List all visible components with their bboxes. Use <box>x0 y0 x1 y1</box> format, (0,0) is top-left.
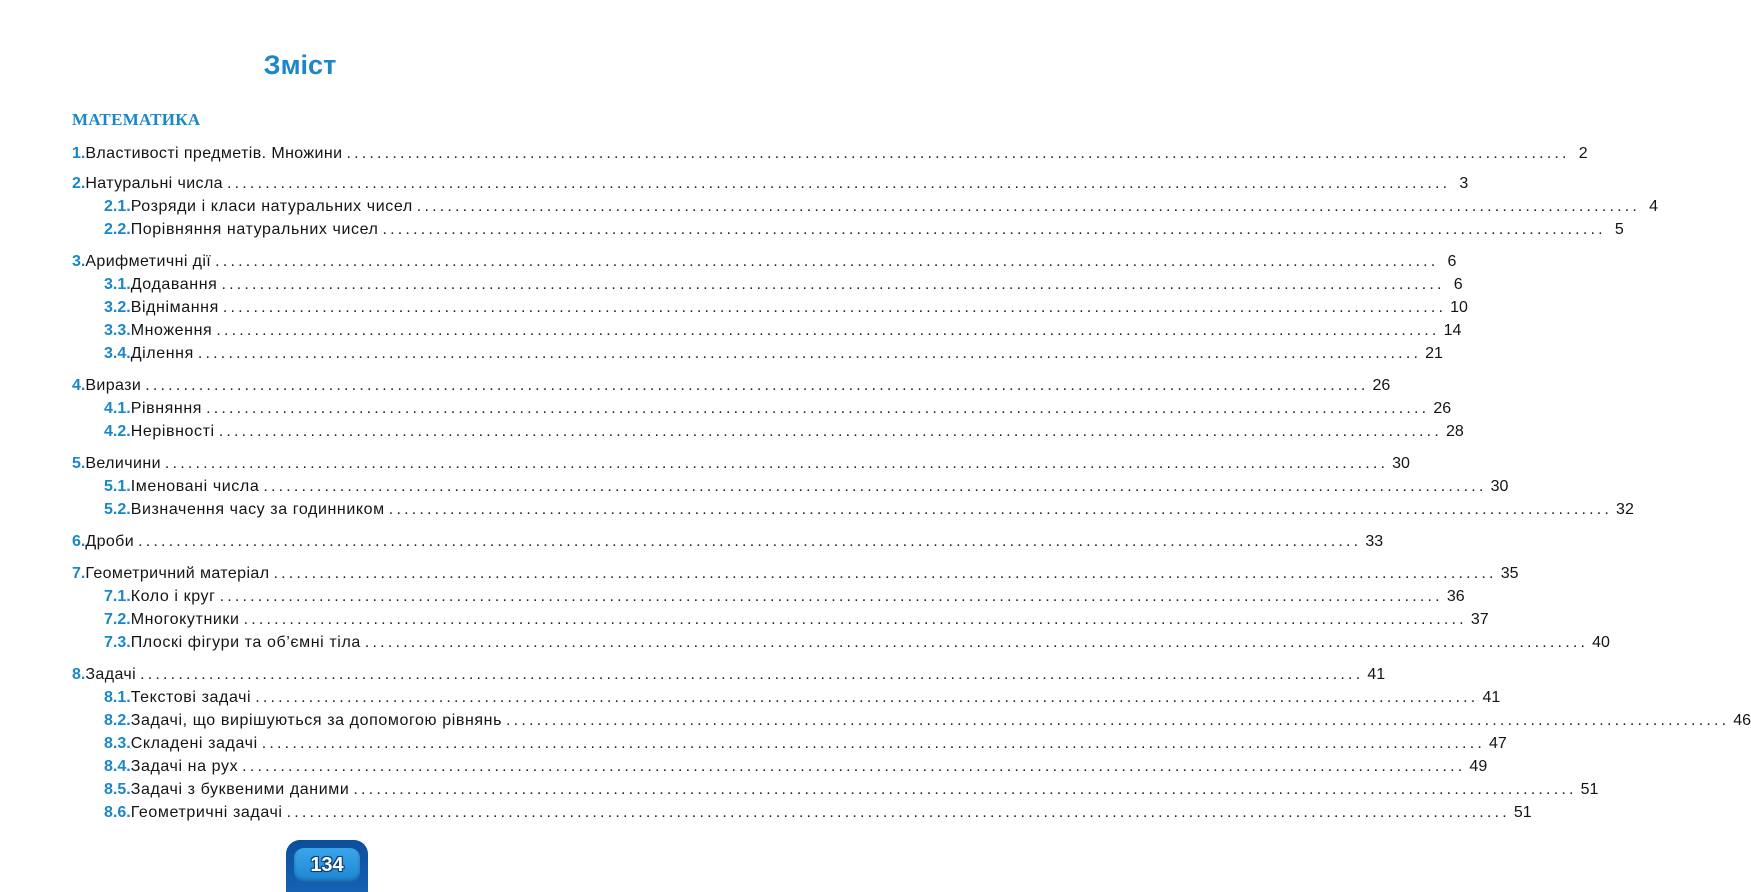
toc-entry-page: 51 <box>1513 804 1532 821</box>
section-heading: МАТЕМАТИКА <box>72 110 201 129</box>
toc-entry-number: 3. <box>72 253 86 270</box>
toc-entry-page: 46 <box>1733 712 1751 729</box>
toc-dot-leader: ................................................................................................................................................................ <box>145 377 1369 394</box>
toc-dot-leader: ................................................................................................................................................................ <box>216 322 1440 339</box>
toc-entry-number: 4.2. <box>104 423 131 440</box>
toc-entry-title: Іменовані числа <box>130 478 260 495</box>
toc-entry-number: 7. <box>72 565 86 582</box>
toc-entry <box>104 632 1610 654</box>
toc-entry-page: 41 <box>1482 689 1501 706</box>
toc-dot-leader: ................................................................................................................................................................ <box>164 455 1389 472</box>
toc-entry <box>104 476 1509 498</box>
toc-entry <box>104 586 1465 608</box>
toc-entry-number: 8.4. <box>104 758 131 775</box>
toc-entry-title: Задачі з буквеними даними <box>130 781 350 798</box>
toc-entry-page: 2 <box>1578 145 1588 162</box>
toc-entry-number: 8.1. <box>104 689 131 706</box>
toc-dot-leader: ................................................................................................................................................................ <box>273 565 1497 582</box>
toc-dot-leader: ................................................................................................................................................................ <box>221 276 1445 293</box>
toc-entry <box>104 609 1489 631</box>
toc-dot-leader: ................................................................................................................................................................ <box>206 400 1430 417</box>
toc-entry-page: 30 <box>1392 455 1410 472</box>
toc-entry-page: 4 <box>1649 198 1659 215</box>
toc-entry-page: 40 <box>1592 634 1610 651</box>
toc-dot-leader: ................................................................................................................................................................ <box>197 345 1422 362</box>
toc-entry <box>104 733 1507 755</box>
toc-entry-number: 4. <box>72 377 86 394</box>
toc-entry <box>104 687 1501 709</box>
toc-entry-number: 3.1. <box>104 276 131 293</box>
toc-entry-number: 7.3. <box>104 634 131 651</box>
toc-entry <box>104 274 1463 296</box>
toc-entry-page: 26 <box>1372 377 1391 394</box>
toc-entry <box>72 563 1519 585</box>
toc-entry-title: Вирази <box>85 377 142 394</box>
toc-entry <box>104 196 1659 218</box>
toc-entry <box>72 375 1391 397</box>
toc-entry <box>104 320 1462 342</box>
toc-entry-page: 51 <box>1580 781 1599 798</box>
toc-dot-leader: ................................................................................................................................................................ <box>242 758 1466 775</box>
toc-entry-page: 37 <box>1470 611 1489 628</box>
toc-entry-title: Дроби <box>85 533 135 550</box>
toc-entry-title: Задачі, що вирішуються за допомогою рівнянь <box>130 712 503 729</box>
toc-dot-leader: ................................................................................................................................................................ <box>346 145 1570 162</box>
toc-entry-page: 10 <box>1450 299 1468 316</box>
toc-dot-leader: ................................................................................................................................................................ <box>215 253 1439 270</box>
toc-dot-leader: ................................................................................................................................................................ <box>506 712 1730 729</box>
toc-entry-title: Рівняння <box>130 400 203 417</box>
toc-entry-page: 6 <box>1447 253 1457 270</box>
toc-entry-number: 4.1. <box>104 400 131 417</box>
toc-entry-page: 47 <box>1488 735 1507 752</box>
toc-entry-title: Порівняння натуральних чисел <box>130 221 379 238</box>
toc-entry-number: 2. <box>72 175 86 192</box>
toc-dot-leader: ................................................................................................................................................................ <box>261 735 1485 752</box>
toc-entry-page: 5 <box>1614 221 1624 238</box>
toc-entry-page: 14 <box>1443 322 1462 339</box>
toc-dot-leader: ................................................................................................................................................................ <box>227 175 1451 192</box>
toc-entry-title: Розряди і класи натуральних чисел <box>130 198 413 215</box>
toc-dot-leader: ................................................................................................................................................................ <box>255 689 1479 706</box>
toc-dot-leader: ................................................................................................................................................................ <box>286 804 1510 821</box>
toc-entry-title: Коло і круг <box>130 588 216 605</box>
toc-entry-title: Задачі <box>85 666 137 683</box>
toc-entry-page: 33 <box>1365 533 1384 550</box>
toc-entry <box>104 398 1452 420</box>
toc-entry-title: Віднімання <box>130 299 219 316</box>
toc-entry <box>72 531 1384 553</box>
toc-entry <box>72 143 1588 165</box>
toc-entry-title: Геометричні задачі <box>130 804 283 821</box>
toc-dot-leader: ................................................................................................................................................................ <box>218 423 1442 440</box>
toc-dot-leader: ................................................................................................................................................................ <box>222 299 1447 316</box>
toc-entry-title: Текстові задачі <box>130 689 252 706</box>
toc-entry-number: 5.2. <box>104 501 131 518</box>
toc-entry-page: 36 <box>1446 588 1465 605</box>
toc-entry-number: 7.1. <box>104 588 131 605</box>
toc-entry-page: 30 <box>1490 478 1509 495</box>
toc-entry-number: 8.2. <box>104 712 131 729</box>
toc-entry-title: Геометричний матеріал <box>85 565 270 582</box>
toc-entry <box>72 251 1457 273</box>
toc-entry-number: 3.3. <box>104 322 131 339</box>
toc-entry <box>104 499 1634 521</box>
toc-dot-leader: ................................................................................................................................................................ <box>263 478 1487 495</box>
toc-entry-title: Задачі на рух <box>130 758 239 775</box>
toc-dot-leader: ................................................................................................................................................................ <box>140 666 1364 683</box>
toc-entry-page: 35 <box>1500 565 1519 582</box>
toc-entry-number: 1. <box>72 145 86 162</box>
toc-dot-leader: ................................................................................................................................................................ <box>364 634 1589 651</box>
toc-dot-leader: ................................................................................................................................................................ <box>382 221 1606 238</box>
toc-entry-page: 41 <box>1367 666 1386 683</box>
toc-entry <box>104 343 1443 365</box>
toc-entry-title: Додавання <box>130 276 218 293</box>
toc-entry <box>104 756 1488 778</box>
toc-entry-page: 3 <box>1459 175 1469 192</box>
toc-entry-page: 28 <box>1445 423 1464 440</box>
page-title: Зміст <box>263 50 337 80</box>
toc-entry <box>104 297 1468 319</box>
toc-entry-number: 5.1. <box>104 478 131 495</box>
toc-dot-leader: ................................................................................................................................................................ <box>138 533 1362 550</box>
toc-entry-title: Множення <box>130 322 213 339</box>
toc-dot-leader: ................................................................................................................................................................ <box>243 611 1467 628</box>
toc-entry-number: 3.2. <box>104 299 131 316</box>
toc-entry-title: Многокутники <box>130 611 240 628</box>
toc-entry-number: 5. <box>72 455 86 472</box>
toc-entry <box>104 710 1751 732</box>
toc-entry-title: Нерівності <box>130 423 215 440</box>
toc-entry-number: 6. <box>72 533 86 550</box>
toc-entry <box>104 421 1464 443</box>
toc-entry-title: Плоскі фігури та об’ємні тіла <box>130 634 361 651</box>
toc-entry-title: Арифметичні дії <box>85 253 212 270</box>
toc-entry-number: 8.3. <box>104 735 131 752</box>
toc-entry-number: 3.4. <box>104 345 131 362</box>
toc-entry-title: Визначення часу за годинником <box>130 501 385 518</box>
toc-entry-number: 8. <box>72 666 86 683</box>
toc-entry-page: 26 <box>1433 400 1452 417</box>
toc-entry <box>104 802 1532 824</box>
toc-entry-number: 7.2. <box>104 611 131 628</box>
toc-dot-leader: ................................................................................................................................................................ <box>388 501 1613 518</box>
toc-entry-title: Натуральні числа <box>85 175 223 192</box>
toc-entry-page: 32 <box>1616 501 1634 518</box>
toc-entry <box>104 779 1599 801</box>
toc-entry <box>72 453 1410 475</box>
toc-entry-number: 2.2. <box>104 221 131 238</box>
toc-dot-leader: ................................................................................................................................................................ <box>353 781 1577 798</box>
toc-dot-leader: ................................................................................................................................................................ <box>219 588 1443 605</box>
toc-dot-leader: ................................................................................................................................................................ <box>416 198 1641 215</box>
toc-entry <box>104 219 1624 241</box>
toc-entry-number: 2.1. <box>104 198 131 215</box>
toc-entry-page: 21 <box>1425 345 1443 362</box>
toc-entry-title: Складені задачі <box>130 735 258 752</box>
toc-entry-page: 6 <box>1453 276 1463 293</box>
toc-entry <box>72 664 1386 686</box>
toc-entry-title: Властивості предметів. Множини <box>85 145 343 162</box>
page-number: 134 <box>310 854 344 876</box>
toc-entry <box>72 173 1469 195</box>
toc-entry-number: 8.5. <box>104 781 131 798</box>
toc-entry-title: Ділення <box>130 345 194 362</box>
toc-entry-number: 8.6. <box>104 804 131 821</box>
toc-entry-page: 49 <box>1469 758 1488 775</box>
toc-entry-title: Величини <box>85 455 161 472</box>
